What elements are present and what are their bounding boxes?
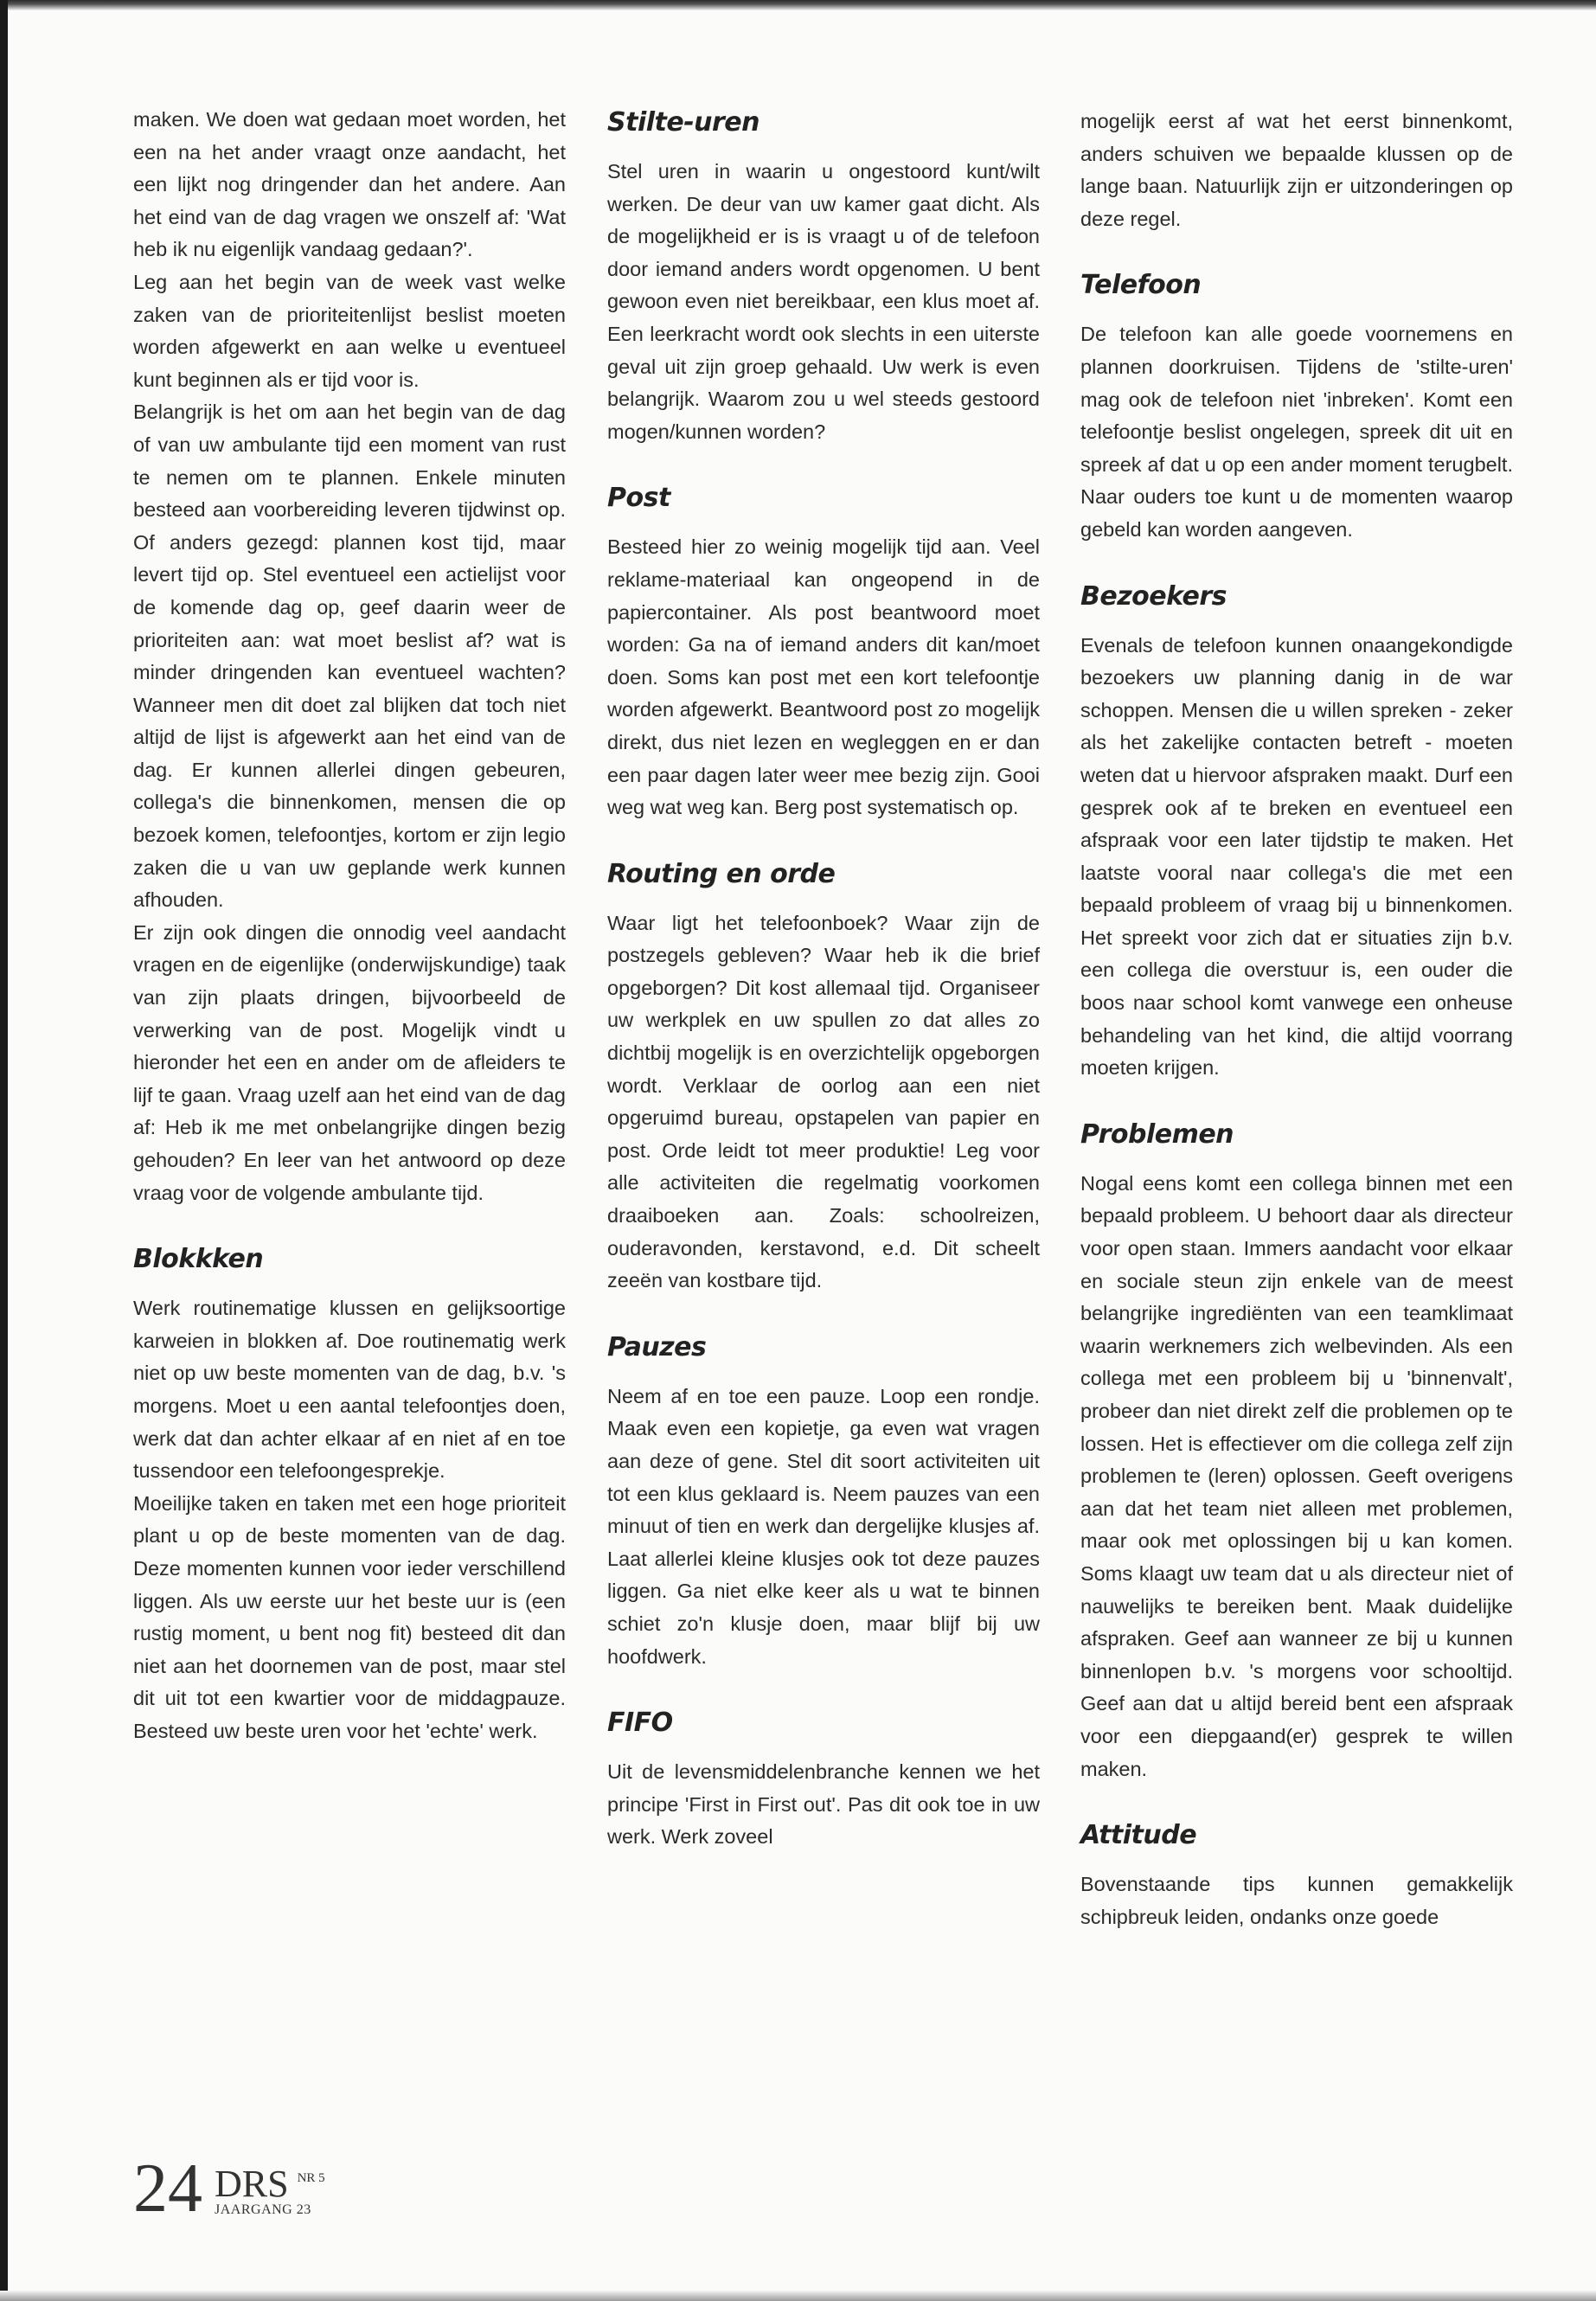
section-heading-routing-en-orde: Routing en orde: [607, 858, 836, 889]
scan-edge-bottom: [0, 2291, 1596, 2301]
body-paragraph: Belangrijk is het om aan het begin van de dag of van uw ambulante tijd een moment van rust te nemen om te plannen. Enkele minuten besteed aan voorbereiding leveren tijdwinst op. Of anders gezegd: plannen kost tijd, maar levert tijd op. Stel eventueel een actielijst voor de komende dag op, geef daarin weer de prioriteiten aan: wat moet beslist af? wat is minder dringenden kan eventueel wachten? Wanneer men dit doet zal blijken dat toch niet altijd de lijst is afgewerkt aan het eind van de dag. Er kunnen allerlei dingen gebeuren, collega's die binnenkomen, mensen die op bezoek komen, telefoontjes, kortom er zijn legio zaken die u van uw geplande werk kunnen afhouden.: [133, 401, 566, 912]
body-paragraph: mogelijk eerst af wat het eerst binnenkomt, anders schuiven we bepaalde klussen op de lange baan. Natuurlijk zijn er uitzonderingen op deze regel.: [1080, 110, 1513, 230]
section-heading-telefoon: Telefoon: [1080, 270, 1202, 301]
body-paragraph: Bovenstaande tips kunnen gemakkelijk schipbreuk leiden, ondanks onze goede: [1080, 1873, 1513, 1928]
page-number: 24: [133, 2150, 202, 2227]
body-paragraph: Er zijn ook dingen die onnodig veel aandacht vragen en de eigenlijke (onderwijskundige) taak van zijn plaats dringen, bijvoorbeeld de verwerking van de post. Mogelijk vindt u hieronder het een en ander om de afleiders te lijf te gaan. Vraag uzelf aan het eind van de dag af: Heb ik me met onbelangrijke dingen bezig gehouden? En leer van het antwoord op deze vraag voor de volgende ambulante tijd.: [133, 920, 566, 1204]
volume-label: JAARGANG 23: [215, 2202, 311, 2217]
magazine-name: DRS: [215, 2163, 289, 2205]
column-3: [1080, 106, 1513, 1933]
scan-edge-left: [0, 0, 8, 2301]
body-paragraph: maken. We doen wat gedaan moet worden, het een na het ander vraagt onze aandacht, het een lijkt nog dringender dan het andere. Aan het eind van de dag vragen we onszelf af: 'Wat heb ik nu eigenlijk vandaag gedaan?'.: [133, 108, 566, 261]
body-paragraph: Stel uren in waarin u ongestoord kunt/wilt werken. De deur van uw kamer gaat dicht. Als de mogelijkheid er is is vraagt u of de telefoon door iemand anders wordt opgenomen. U bent gewoon even niet bereikbaar, een klus moet af. Een leerkracht wordt ook slechts in een uiterste geval uit zijn groep gehaald. Uw werk is even belangrijk. Waarom zou u wel steeds gestoord mogen/kunnen worden?: [607, 160, 1040, 443]
section-heading-fifo: FIFO: [607, 1708, 673, 1739]
body-paragraph: Neem af en toe een pauze. Loop een rondje. Maak even een kopietje, ga even wat vragen aan deze of gene. Stel dit soort activiteiten uit tot een klus geklaard is. Neem pauzes van een minuut of tien en werk dan dergelijke klusjes af. Laat allerlei kleine klusjes ook tot deze pauzes liggen. Ga niet elke keer als u wat te binnen schiet zo'n klusje doen, maar blijf bij uw hoofdwerk.: [607, 1384, 1040, 1668]
section-heading-post: Post: [607, 483, 670, 514]
section-heading-bezoekers: Bezoekers: [1080, 580, 1227, 612]
body-paragraph: Nogal eens komt een collega binnen met een bepaald probleem. U behoort daar als directeur voor open staan. Immers aandacht voor elkaar en sociale steun zijn enkele van de meest belangrijke ingrediënten van een teamklimaat waarin werknemers zich welbevinden. Als een collega met een probleem bij u 'binnenvalt', probeer dan niet direkt zelf die problemen op te lossen. Het is effectiever om die collega zelf zijn problemen te (leren) oplossen. Geeft overigens aan dat het team niet alleen met problemen, maar ook met oplossingen bij u kan komen. Soms klaagt uw team dat u als directeur niet of nauwelijks te bereiken bent. Maak duidelijke afspraken. Geef aan wanneer ze bij u kunnen binnenlopen b.v. 's morgens voor schooltijd. Geef aan dat u altijd bereid bent een afspraak voor een diepgaand(er) gesprek te willen maken.: [1080, 1171, 1513, 1780]
body-paragraph: De telefoon kan alle goede voornemens en plannen doorkruisen. Tijdens de 'stilte-uren' mag ook de telefoon niet 'inbreken'. Komt een telefoontje beslist ongelegen, spreek dit uit en spreek af dat u op een ander moment terugbelt. Naar ouders toe kunt u de momenten waarop gebeld kan worden aangeven.: [1080, 323, 1513, 541]
body-paragraph: Besteed hier zo weinig mogelijk tijd aan. Veel reklame-materiaal kan ongeopend in de papiercontainer. Als post beantwoord moet worden: Ga na of iemand anders dit kan/moet doen. Soms kan post met een kort telefoontje worden afgewerkt. Beantwoord post zo mogelijk direkt, dus niet lezen en wegleggen en er dan een paar dagen later weer mee bezig zijn. Gooi weg wat weg kan. Berg post systematisch op.: [607, 535, 1040, 819]
page-footer: [133, 2150, 325, 2227]
scan-edge-top: [0, 0, 1596, 10]
magazine-masthead: [215, 2163, 325, 2219]
issue-number: NR 5: [297, 2171, 325, 2185]
body-paragraph: Leg aan het begin van de week vast welke zaken van de prioriteitenlijst beslist moeten worden afgewerkt en aan welke u eventueel kunt beginnen als er tijd voor is.: [133, 270, 566, 391]
body-paragraph: Moeilijke taken en taken met een hoge prioriteit plant u op de beste momenten van de dag. Deze momenten kunnen voor ieder verschillend liggen. Als uw eerste uur het beste uur is (een rustig moment, u bent nog fit) besteed dit dan niet aan het doornemen van de post, maar stel dit uit tot een kwartier voor de middagpauze. Besteed uw beste uren voor het 'echte' werk.: [133, 1491, 566, 1742]
body-paragraph: Uit de levensmiddelenbranche kennen we het principe 'First in First out'. Pas dit ook toe in uw werk. Werk zoveel: [607, 1760, 1040, 1849]
column-2: [607, 106, 1040, 1854]
section-heading-problemen: Problemen: [1080, 1118, 1234, 1150]
column-1: [133, 104, 566, 1748]
section-heading-attitude: Attitude: [1080, 1820, 1197, 1851]
body-paragraph: Waar ligt het telefoonboek? Waar zijn de postzegels gebleven? Waar heb ik die brief opgeborgen? Dit kost allemaal tijd. Organiseer uw werkplek en uw spullen zo dat alles zo dichtbij mogelijk is en overzichtelijk opgeborgen wordt. Verklaar de oorlog aan een niet opgeruimd bureau, opstapelen van papier en post. Orde leidt tot meer produktie! Leg voor alle activiteiten die regelmatig voorkomen draaiboeken aan. Zoals: schoolreizen, ouderavonden, kerstavond, e.d. Dit scheelt zeeën van kostbare tijd.: [607, 911, 1040, 1292]
section-heading-pauzes: Pauzes: [607, 1331, 707, 1362]
body-paragraph: Werk routinematige klussen en gelijksoortige karweien in blokken af. Doe routinematig werk niet op uw beste momenten van de dag, b.v. 's morgens. Moet u een aantal telefoontjes doen, werk dat dan achter elkaar af en niet af en toe tussendoor een telefoongesprekje.: [133, 1297, 566, 1483]
section-heading-blokkken: Blokkken: [133, 1244, 264, 1275]
section-heading-stilte-uren: Stilte-uren: [607, 107, 760, 138]
body-paragraph: Evenals de telefoon kunnen onaangekondigde bezoekers uw planning danig in de war schoppen. Mensen die u willen spreken - zeker als het zakelijke contacten betreft - moeten weten dat u hiervoor afspraken maakt. Durf een gesprek ook af te breken en eventueel een afspraak voor een later tijdstip te maken. Het laatste vooral naar collega's die met een bepaald probleem of vraag bij u binnenkomen. Het spreekt voor zich dat er situaties zijn b.v. een collega die overstuur is, een ouder die boos naar school komt vanwege een onheuse behandeling van het kind, die altijd voorrang moeten krijgen.: [1080, 633, 1513, 1080]
